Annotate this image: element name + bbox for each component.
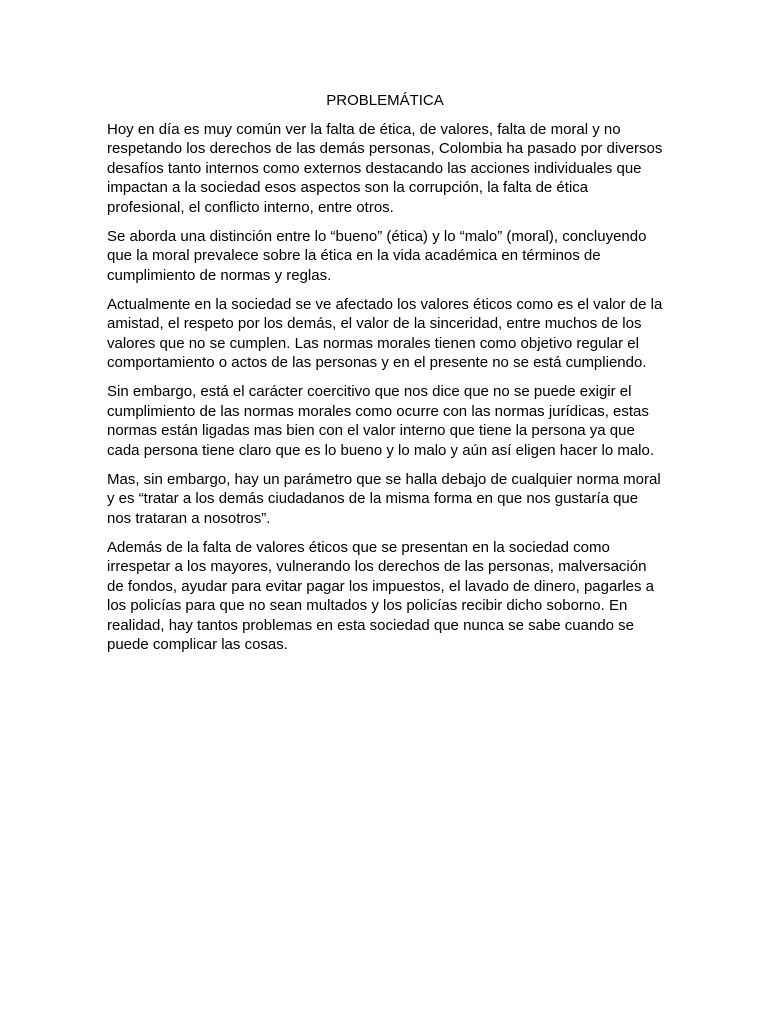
- paragraph-6: Además de la falta de valores éticos que se presentan en la sociedad como irrespetar a los mayores, vulnerando los derechos de las personas, malversación de fondos, ayudar para evitar pagar los impuestos, el lavado de dinero, pagarles a los policías para que no sean multados y los policías recibir dicho soborno. En realidad, hay tantos problemas en esta sociedad que nunca se sabe cuando se puede complicar las cosas.: [107, 538, 655, 653]
- document-body: [107, 91, 663, 664]
- paragraph-1: Hoy en día es muy común ver la falta de ética, de valores, falta de moral y no respetando los derechos de las demás personas, Colombia ha pasado por diversos desafíos tanto internos como externos destacando las acciones individuales que impactan a la sociedad esos aspectos son la corrupción, la falta de ética profesional, el conflicto interno, entre otros.: [107, 120, 663, 216]
- paragraph-5: Mas, sin embargo, hay un parámetro que se halla debajo de cualquier norma moral y es “tratar a los demás ciudadanos de la misma forma en que nos gustaría que nos trataran a nosotros”.: [107, 470, 661, 527]
- paragraph-4: Sin embargo, está el carácter coercitivo que nos dice que no se puede exigir el cumplimiento de las normas morales como ocurre con las normas jurídicas, estas normas están ligadas mas bien con el valor interno que tiene la persona ya que cada persona tiene claro que es lo bueno y lo malo y aún así eligen hacer lo malo.: [107, 383, 655, 459]
- paragraph-3: Actualmente en la sociedad se ve afectado los valores éticos como es el valor de la amistad, el respeto por los demás, el valor de la sinceridad, entre muchos de los valores que no se cumplen. Las normas morales tienen como objetivo regular el comportamiento o actos de las personas y en el presente no se está cumpliendo.: [107, 295, 663, 371]
- paragraph-2: Se aborda una distinción entre lo “bueno” (ética) y lo “malo” (moral), concluyendo que la moral prevalece sobre la ética en la vida académica en términos de cumplimiento de normas y reglas.: [107, 227, 647, 284]
- document-title: PROBLEMÁTICA: [326, 92, 444, 109]
